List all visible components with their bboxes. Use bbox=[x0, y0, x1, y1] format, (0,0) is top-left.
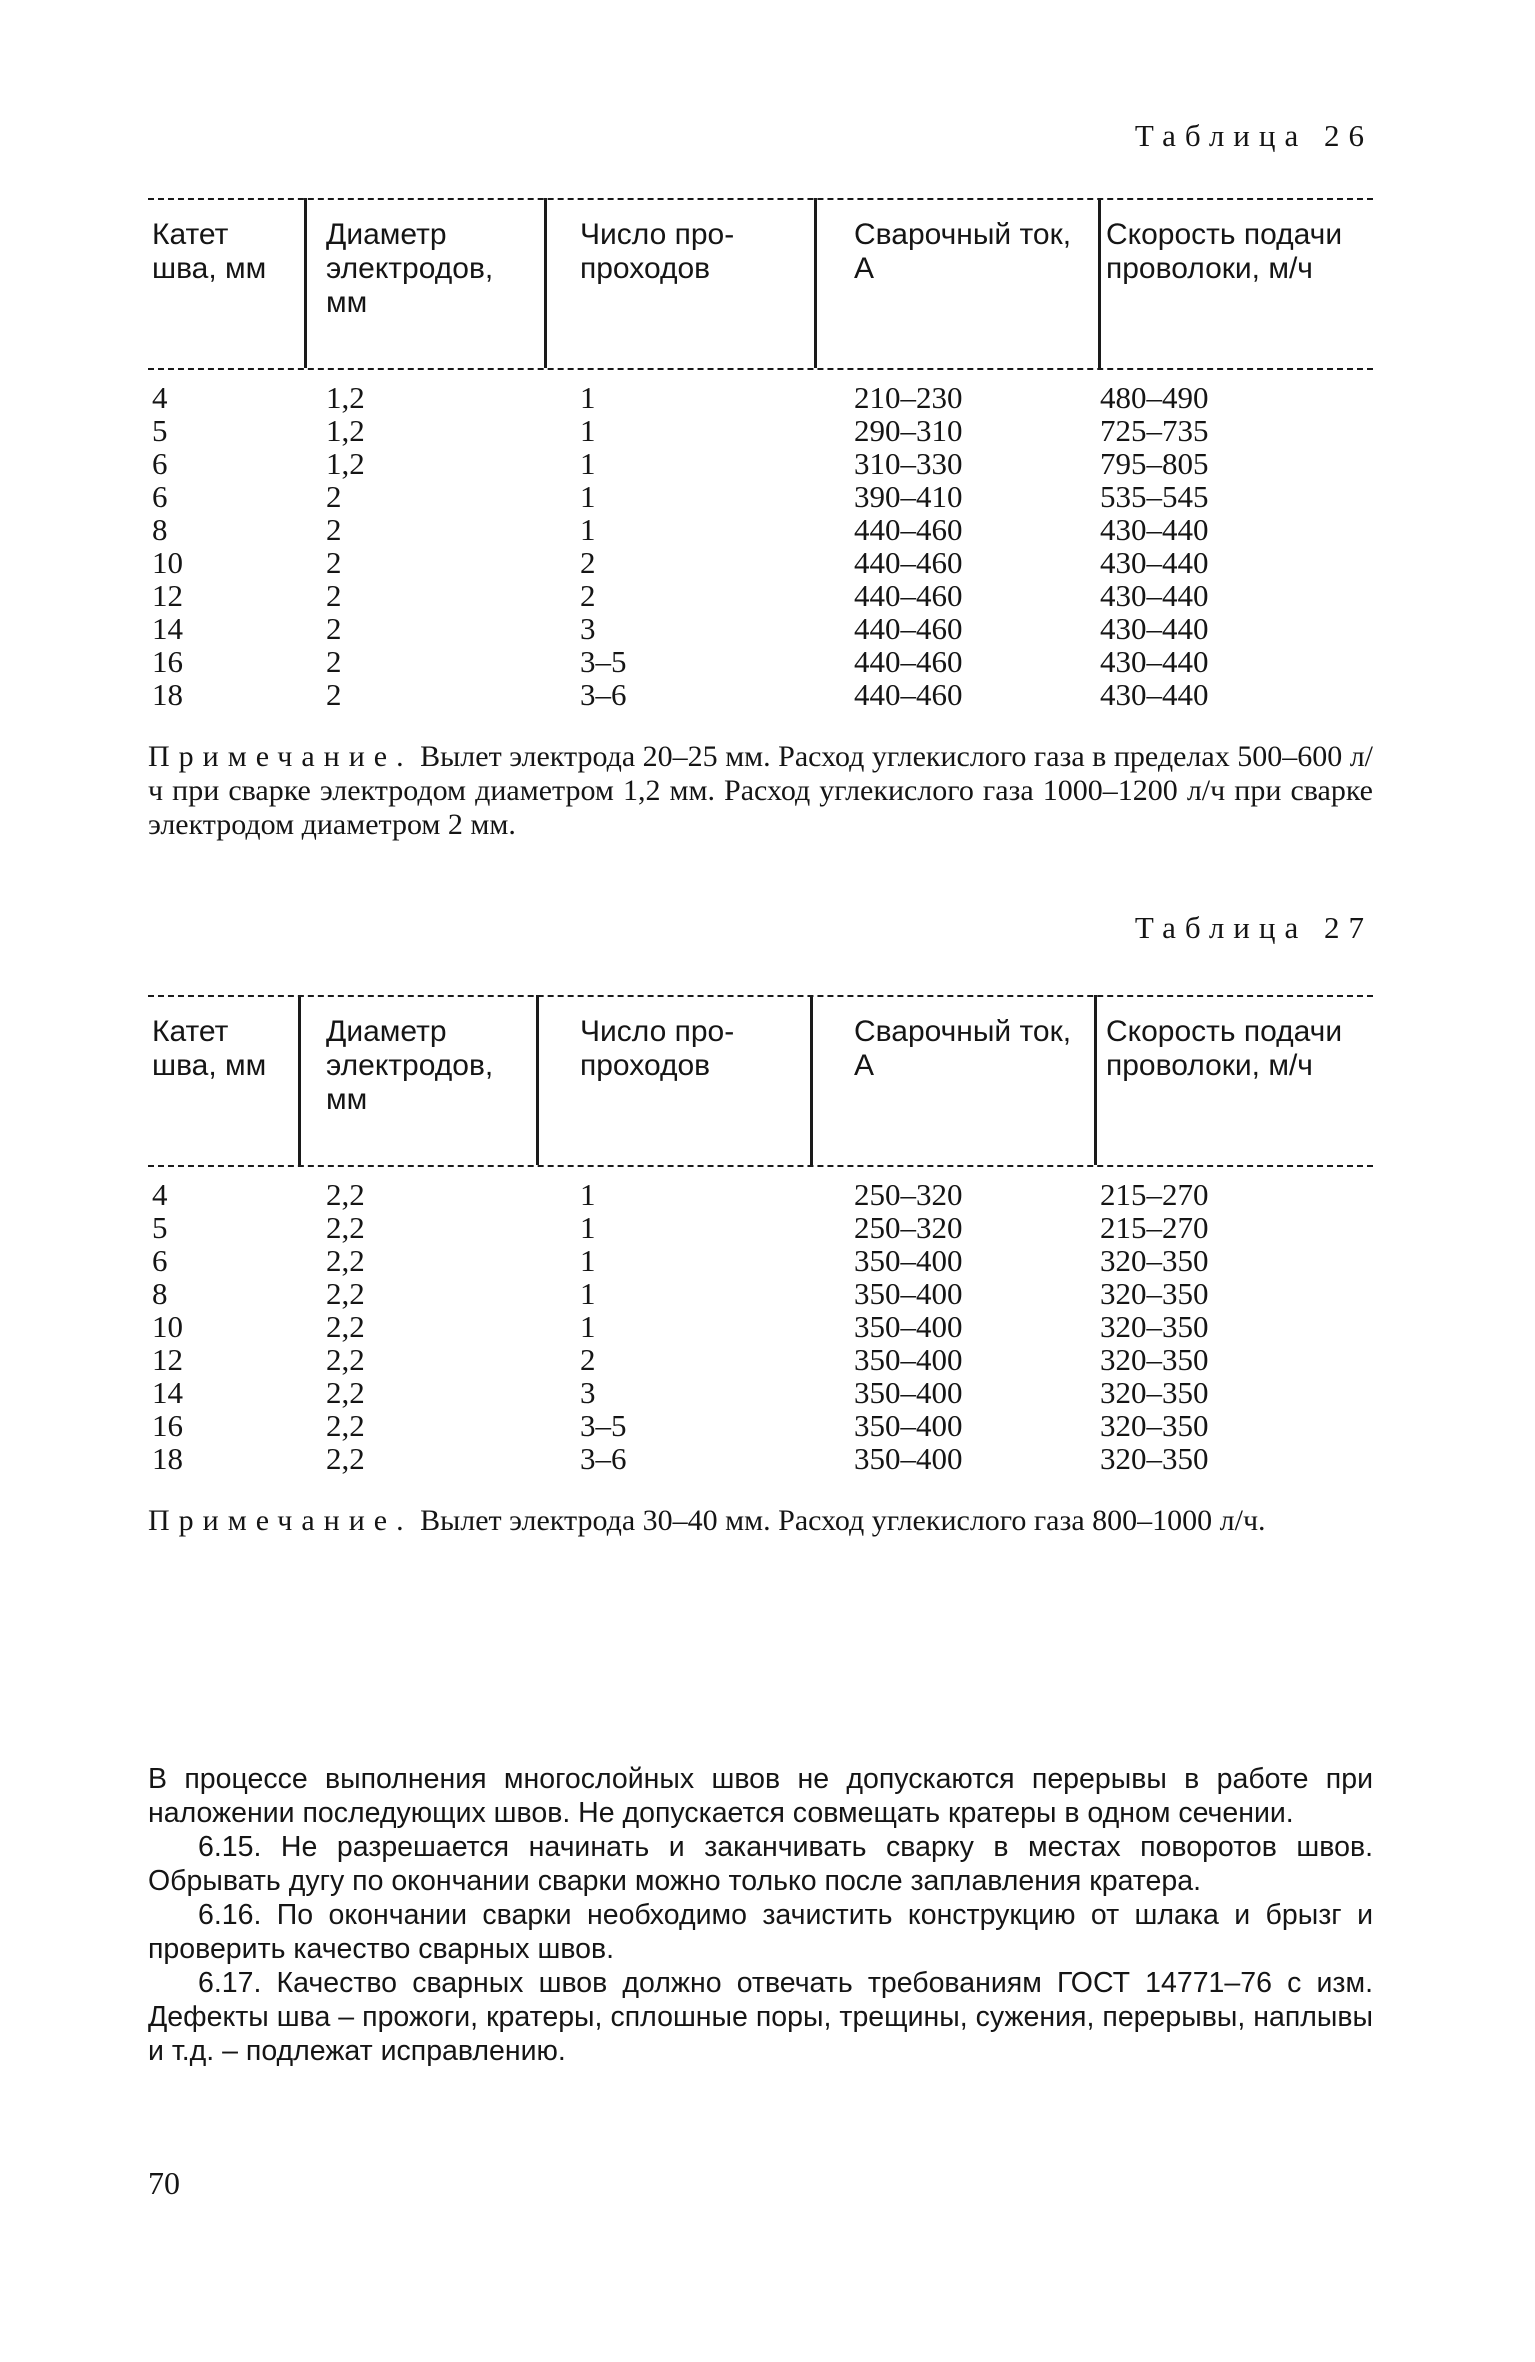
table-cell: 440–460 bbox=[854, 611, 963, 646]
table-cell: 390–410 bbox=[854, 479, 963, 514]
table-cell: 430–440 bbox=[1100, 677, 1209, 712]
table-26-header-current: Сварочный ток, А bbox=[854, 218, 1072, 285]
table-cell: 1 bbox=[580, 413, 596, 448]
note-text: Вылет электрода 30–40 мм. Расход углекислого газа 800–1000 л/ч. bbox=[420, 1504, 1266, 1537]
table-cell: 2 bbox=[580, 1342, 596, 1377]
table-cell: 2 bbox=[326, 677, 342, 712]
table-cell: 350–400 bbox=[854, 1342, 963, 1377]
table-26-note bbox=[148, 740, 1373, 842]
table-cell: 8 bbox=[152, 1276, 168, 1311]
table-27-header-diameter: Диаметр электродов, мм bbox=[326, 1015, 494, 1116]
table-cell: 215–270 bbox=[1100, 1210, 1209, 1245]
table-27-header-leg: Катет шва, мм bbox=[152, 1015, 267, 1082]
table-cell: 2,2 bbox=[326, 1441, 365, 1476]
table-27-col-divider-3 bbox=[810, 995, 813, 1165]
table-26-title: Таблица 26 bbox=[1134, 118, 1373, 153]
table-cell: 14 bbox=[152, 1375, 183, 1410]
table-cell: 1 bbox=[580, 512, 596, 547]
table-cell: 6 bbox=[152, 1243, 168, 1278]
paragraph-6-17: 6.17. Качество сварных швов должно отвечать требованиям ГОСТ 14771–76 с изм. Дефекты шва – прожоги, кратеры, сплошные поры, трещины, сужения, перерывы, наплывы и т.д. – подлежат исправлению. bbox=[148, 1967, 1373, 2067]
table-cell: 430–440 bbox=[1100, 512, 1209, 547]
note-label: Примечание. bbox=[148, 740, 413, 773]
table-cell: 4 bbox=[152, 380, 168, 415]
table-cell: 2 bbox=[326, 479, 342, 514]
table-cell: 14 bbox=[152, 611, 183, 646]
table-cell: 430–440 bbox=[1100, 644, 1209, 679]
table-27-header-feed-speed: Скорость подачи проволоки, м/ч bbox=[1106, 1015, 1343, 1082]
table-cell: 2,2 bbox=[326, 1177, 365, 1212]
table-cell: 350–400 bbox=[854, 1375, 963, 1410]
table-cell: 215–270 bbox=[1100, 1177, 1209, 1212]
table-cell: 2,2 bbox=[326, 1408, 365, 1443]
page-number: 70 bbox=[148, 2165, 180, 2201]
table-cell: 1 bbox=[580, 1309, 596, 1344]
table-cell: 440–460 bbox=[854, 644, 963, 679]
table-cell: 1 bbox=[580, 446, 596, 481]
table-cell: 2,2 bbox=[326, 1309, 365, 1344]
table-27-header-passes: Число про- проходов bbox=[580, 1015, 735, 1082]
table-cell: 18 bbox=[152, 1441, 183, 1476]
table-cell: 350–400 bbox=[854, 1276, 963, 1311]
table-cell: 3–6 bbox=[580, 1441, 627, 1476]
table-27-note bbox=[148, 1504, 1373, 1538]
table-cell: 430–440 bbox=[1100, 611, 1209, 646]
table-cell: 3–5 bbox=[580, 644, 627, 679]
table-cell: 535–545 bbox=[1100, 479, 1209, 514]
note-label: Примечание. bbox=[148, 1504, 413, 1537]
table-26-col-divider-1 bbox=[304, 198, 307, 368]
table-cell: 6 bbox=[152, 446, 168, 481]
table-cell: 320–350 bbox=[1100, 1342, 1209, 1377]
table-cell: 2,2 bbox=[326, 1276, 365, 1311]
table-cell: 6 bbox=[152, 479, 168, 514]
table-cell: 5 bbox=[152, 1210, 168, 1245]
table-cell: 10 bbox=[152, 1309, 183, 1344]
table-26-header-diameter: Диаметр электродов, мм bbox=[326, 218, 494, 319]
table-cell: 3 bbox=[580, 1375, 596, 1410]
table-27-header-rule bbox=[148, 1165, 1373, 1167]
paragraph: В процессе выполнения многослойных швов не допускаются перерывы в работе при наложении последующих швов. Не допускается совмещать кратеры в одном сечении. bbox=[148, 1763, 1373, 1829]
table-cell: 3 bbox=[580, 611, 596, 646]
table-26-col-divider-3 bbox=[814, 198, 817, 368]
table-cell: 2 bbox=[326, 545, 342, 580]
table-26-header-passes: Число про- проходов bbox=[580, 218, 735, 285]
table-cell: 1,2 bbox=[326, 380, 365, 415]
table-27-top-rule bbox=[148, 995, 1373, 997]
table-cell: 3–6 bbox=[580, 677, 627, 712]
table-cell: 430–440 bbox=[1100, 578, 1209, 613]
table-cell: 440–460 bbox=[854, 677, 963, 712]
table-27-col-divider-1 bbox=[298, 995, 301, 1165]
table-cell: 350–400 bbox=[854, 1309, 963, 1344]
table-cell: 2 bbox=[580, 578, 596, 613]
table-cell: 320–350 bbox=[1100, 1276, 1209, 1311]
table-cell: 5 bbox=[152, 413, 168, 448]
table-cell: 430–440 bbox=[1100, 545, 1209, 580]
table-cell: 4 bbox=[152, 1177, 168, 1212]
table-26-col-divider-2 bbox=[544, 198, 547, 368]
table-cell: 440–460 bbox=[854, 545, 963, 580]
table-cell: 725–735 bbox=[1100, 413, 1209, 448]
table-cell: 18 bbox=[152, 677, 183, 712]
table-cell: 320–350 bbox=[1100, 1309, 1209, 1344]
table-cell: 795–805 bbox=[1100, 446, 1209, 481]
table-cell: 320–350 bbox=[1100, 1375, 1209, 1410]
table-26-header-leg: Катет шва, мм bbox=[152, 218, 267, 285]
table-cell: 2 bbox=[326, 644, 342, 679]
table-cell: 350–400 bbox=[854, 1408, 963, 1443]
table-cell: 320–350 bbox=[1100, 1408, 1209, 1443]
table-cell: 210–230 bbox=[854, 380, 963, 415]
table-cell: 350–400 bbox=[854, 1243, 963, 1278]
table-cell: 320–350 bbox=[1100, 1243, 1209, 1278]
table-cell: 440–460 bbox=[854, 578, 963, 613]
table-cell: 16 bbox=[152, 644, 183, 679]
table-cell: 1 bbox=[580, 1177, 596, 1212]
table-cell: 12 bbox=[152, 1342, 183, 1377]
table-cell: 250–320 bbox=[854, 1177, 963, 1212]
table-26-col-divider-4 bbox=[1098, 198, 1101, 368]
table-cell: 310–330 bbox=[854, 446, 963, 481]
table-cell: 10 bbox=[152, 545, 183, 580]
table-26-header-rule bbox=[148, 368, 1373, 370]
table-cell: 1 bbox=[580, 380, 596, 415]
table-cell: 250–320 bbox=[854, 1210, 963, 1245]
table-27-header-current: Сварочный ток, А bbox=[854, 1015, 1072, 1082]
table-26-top-rule bbox=[148, 198, 1373, 200]
table-cell: 2,2 bbox=[326, 1243, 365, 1278]
table-cell: 350–400 bbox=[854, 1441, 963, 1476]
table-cell: 1,2 bbox=[326, 446, 365, 481]
paragraph-6-15: 6.15. Не разрешается начинать и заканчивать сварку в местах поворотов швов. Обрывать дугу по окончании сварки можно только после заплавления кратера. bbox=[148, 1831, 1373, 1897]
table-cell: 290–310 bbox=[854, 413, 963, 448]
body-text bbox=[148, 1762, 1373, 2068]
table-cell: 16 bbox=[152, 1408, 183, 1443]
table-cell: 1 bbox=[580, 479, 596, 514]
table-cell: 1,2 bbox=[326, 413, 365, 448]
paragraph-6-16: 6.16. По окончании сварки необходимо зачистить конструкцию от шлака и брызг и проверить качество сварных швов. bbox=[148, 1899, 1373, 1965]
table-cell: 1 bbox=[580, 1243, 596, 1278]
table-cell: 2,2 bbox=[326, 1375, 365, 1410]
table-cell: 8 bbox=[152, 512, 168, 547]
table-cell: 3–5 bbox=[580, 1408, 627, 1443]
table-cell: 2 bbox=[326, 512, 342, 547]
table-26-header-feed-speed: Скорость подачи проволоки, м/ч bbox=[1106, 218, 1343, 285]
note-text: Вылет электрода 20–25 мм. Расход углекислого газа в пределах 500–600 л/ч при сварке электродом диаметром 1,2 мм. Расход углекислого газа 1000–1200 л/ч при сварке электродом диаметром 2 мм. bbox=[148, 740, 1374, 841]
table-27-col-divider-2 bbox=[536, 995, 539, 1165]
table-cell: 440–460 bbox=[854, 512, 963, 547]
table-cell: 320–350 bbox=[1100, 1441, 1209, 1476]
table-27-col-divider-4 bbox=[1094, 995, 1097, 1165]
table-cell: 12 bbox=[152, 578, 183, 613]
table-cell: 1 bbox=[580, 1276, 596, 1311]
table-cell: 2 bbox=[326, 578, 342, 613]
table-27-title: Таблица 27 bbox=[1134, 910, 1373, 945]
table-cell: 2,2 bbox=[326, 1210, 365, 1245]
table-cell: 2 bbox=[326, 611, 342, 646]
table-cell: 2 bbox=[580, 545, 596, 580]
table-cell: 1 bbox=[580, 1210, 596, 1245]
table-cell: 480–490 bbox=[1100, 380, 1209, 415]
table-cell: 2,2 bbox=[326, 1342, 365, 1377]
